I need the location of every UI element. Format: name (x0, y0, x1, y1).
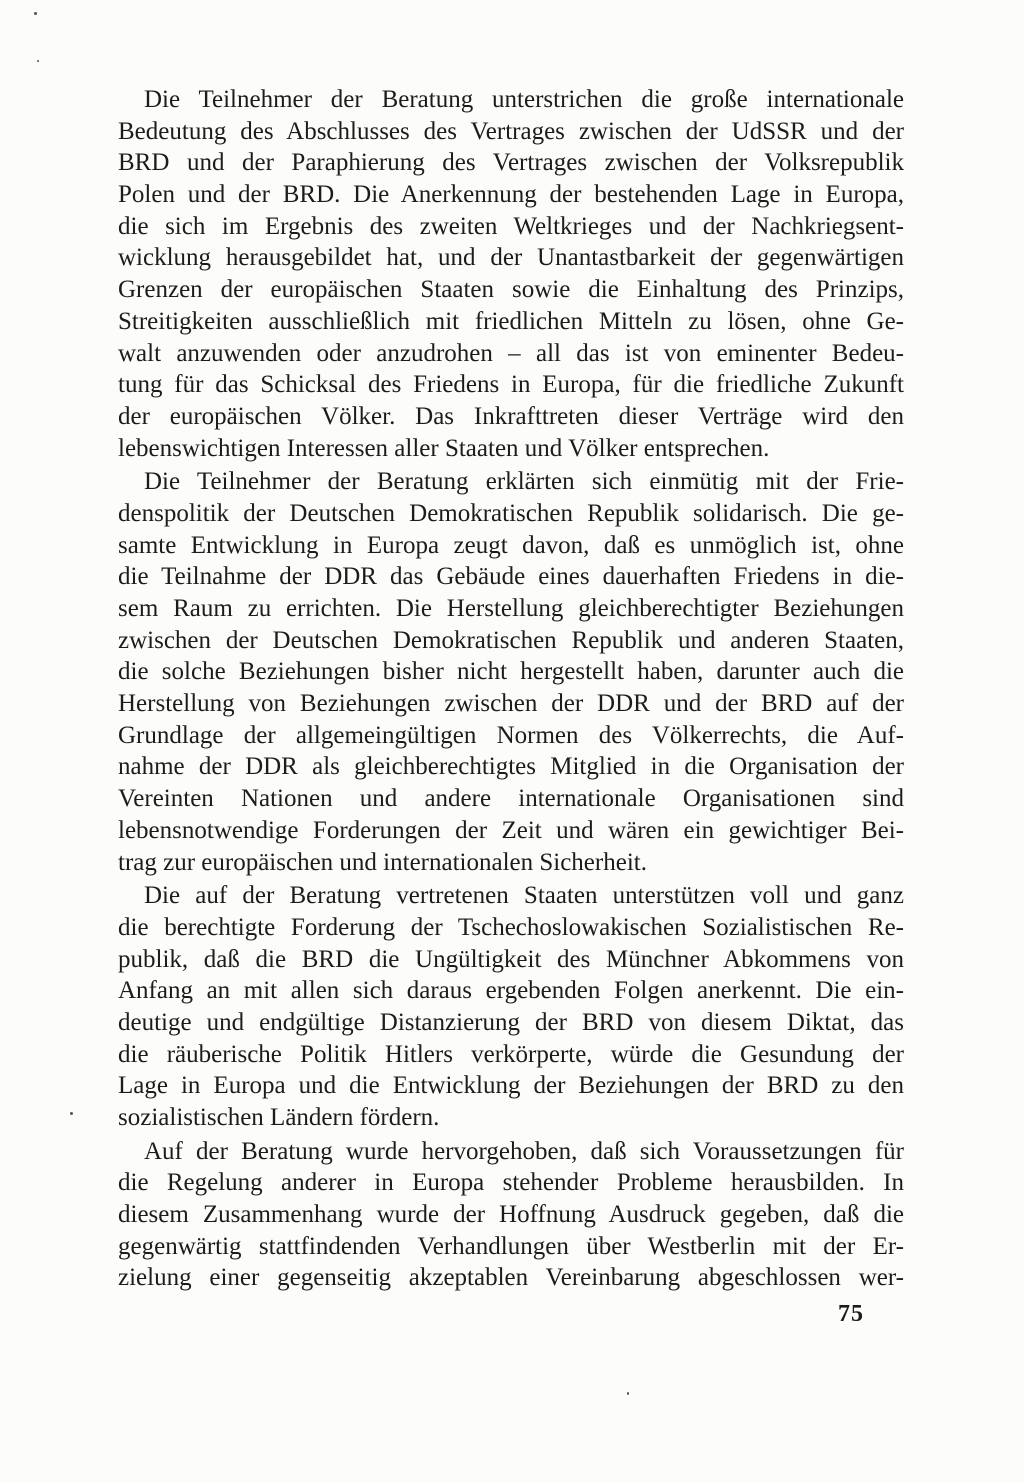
text-line: Anfang an mit allen sich daraus ergebenden Folgen anerkennt. Die ein- (118, 977, 904, 1005)
text-line: zielung einer gegenseitig akzeptablen Vereinbarung abgeschlossen wer- (118, 1264, 904, 1292)
page-number: 75 (838, 1301, 864, 1327)
text-line: zwischen der Deutschen Demokratischen Republik und anderen Staaten, (118, 626, 904, 654)
text-line: die Teilnahme der DDR das Gebäude eines dauerhaften Friedens in die- (118, 563, 904, 591)
text-line: denspolitik der Deutschen Demokratischen Republik solidarisch. Die ge- (118, 499, 904, 527)
text-line: nahme der DDR als gleichberechtigtes Mitglied in die Organisation der (118, 753, 904, 781)
text-line: wicklung herausgebildet hat, und der Unantastbarkeit der gegenwärtigen (118, 244, 904, 272)
text-line: trag zur europäischen und internationalen Sicherheit. (118, 848, 647, 876)
text-line: die räuberische Politik Hitlers verkörperte, würde die Gesundung der (118, 1040, 904, 1068)
text-line: Grundlage der allgemeingültigen Normen des Völkerrechts, die Auf- (118, 721, 904, 749)
text-line: die Regelung anderer in Europa stehender Probleme herausbilden. In (118, 1169, 904, 1197)
scan-speck (70, 1112, 73, 1115)
text-line: lebenswichtigen Interessen aller Staaten und Völker entsprechen. (118, 434, 770, 462)
scan-speck (37, 60, 39, 62)
text-line: sem Raum zu errichten. Die Herstellung gleichberechtigter Beziehungen (118, 595, 904, 622)
paragraph-1 (118, 84, 904, 464)
text-line: die solche Beziehungen bisher nicht hergestellt haben, darunter auch die (118, 658, 904, 686)
text-line: deutige und endgültige Distanzierung der BRD von diesem Diktat, das (118, 1008, 904, 1036)
text-line: Vereinten Nationen und andere internationale Organisationen sind (118, 785, 904, 813)
text-line: gegenwärtig stattfindenden Verhandlungen über Westberlin mit der Er- (118, 1232, 904, 1260)
text-line: BRD und der Paraphierung des Vertrages zwischen der Volksrepublik (118, 149, 904, 177)
text-line: Polen und der BRD. Die Anerkennung der bestehenden Lage in Europa, (118, 181, 904, 209)
paragraph-4 (118, 1136, 904, 1294)
text-line: Die Teilnehmer der Beratung unterstrichen die große internationale (144, 86, 904, 113)
text-line: Bedeutung des Abschlusses des Vertrages zwischen der UdSSR und der (118, 117, 904, 145)
text-line: Die auf der Beratung vertretenen Staaten unterstützen voll und ganz (144, 882, 904, 910)
text-line: der europäischen Völker. Das Inkrafttreten dieser Verträge wird den (118, 402, 904, 430)
text-line: publik, daß die BRD die Ungültigkeit des Münchner Abkommens von (118, 945, 904, 973)
text-line: Streitigkeiten ausschließlich mit friedlichen Mitteln zu lösen, ohne Ge- (118, 307, 904, 335)
text-line: diesem Zusammenhang wurde der Hoffnung Ausdruck gegeben, daß die (118, 1201, 904, 1229)
text-line: Grenzen der europäischen Staaten sowie die Einhaltung des Prinzips, (118, 276, 904, 304)
body-text (118, 84, 904, 1296)
text-line: Herstellung von Beziehungen zwischen der DDR und der BRD auf der (118, 690, 904, 718)
text-line: Auf der Beratung wurde hervorgehoben, daß sich Voraussetzungen für (144, 1137, 904, 1165)
scan-speck (34, 12, 37, 15)
text-line: tung für das Schicksal des Friedens in Europa, für die friedliche Zukunft (118, 371, 904, 399)
text-line: die berechtigte Forderung der Tschechoslowakischen Sozialistischen Re- (118, 913, 904, 941)
text-line: lebensnotwendige Forderungen der Zeit und wären ein gewichtiger Bei- (118, 816, 904, 844)
text-line: die sich im Ergebnis des zweiten Weltkrieges und der Nachkriegsent- (118, 212, 904, 240)
text-line: Lage in Europa und die Entwicklung der Beziehungen der BRD zu den (118, 1072, 904, 1100)
paragraph-2 (118, 466, 904, 878)
text-line: sozialistischen Ländern fördern. (118, 1104, 440, 1131)
text-line: Die Teilnehmer der Beratung erklärten sich einmütig mit der Frie- (144, 468, 904, 496)
text-line: walt anzuwenden oder anzudrohen – all das ist von eminenter Bedeu- (118, 339, 904, 367)
paragraph-3 (118, 880, 904, 1134)
scan-speck (627, 1392, 629, 1395)
text-line: samte Entwicklung in Europa zeugt davon, daß es unmöglich ist, ohne (118, 531, 904, 559)
